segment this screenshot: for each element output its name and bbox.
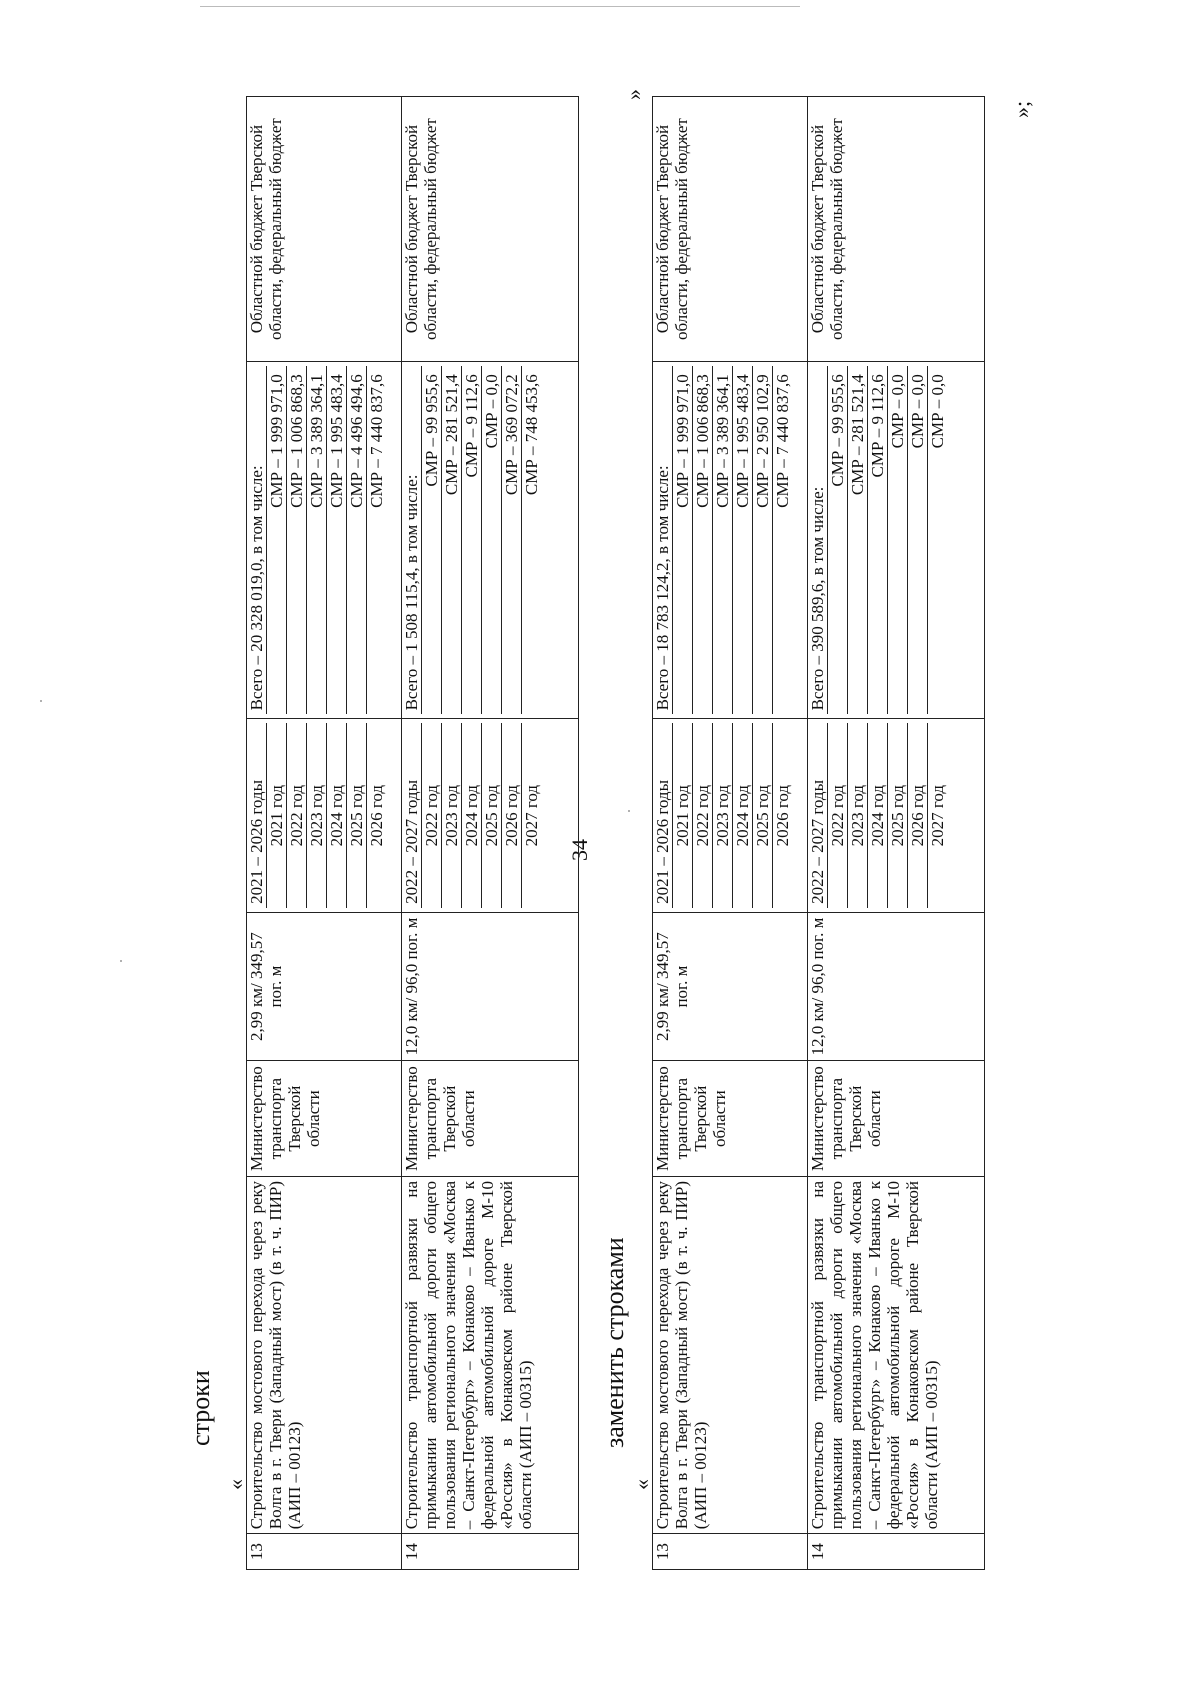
- year-total: 2022 – 2027 годы: [808, 723, 828, 907]
- amounts-cell: [402, 362, 579, 719]
- amount-total: Всего – 390 589,6, в том числе:: [808, 366, 828, 714]
- years-cell: [402, 719, 579, 912]
- scan-dot: [120, 960, 122, 962]
- year: 2025 год: [482, 723, 502, 907]
- table-row: [653, 97, 808, 1570]
- object-name: Строительство транспортной развязки на примыкании автомобильной дороги общего пользования регионального значения «Москва – Санкт-Петербург» – Конаково – Иванько к федеральной автомобильной дороге М-10 «Россия» в Конаковском районе Тверской области (АИП – 00315): [402, 1176, 579, 1533]
- amounts-cell: [247, 362, 402, 719]
- year: 2026 год: [367, 784, 386, 847]
- close-quote-old: »: [621, 89, 646, 100]
- year: 2026 год: [502, 723, 522, 907]
- amount: СМР – 4 496 494,6: [347, 366, 367, 714]
- years-cell: [808, 719, 985, 912]
- year-total: 2021 – 2026 годы: [653, 723, 673, 907]
- ministry: Министерство транспорта Тверской области: [402, 1061, 579, 1177]
- amount: СМР – 99 955,6: [828, 366, 848, 714]
- object-name: Строительство транспортной развязки на примыкании автомобильной дороги общего пользования регионального значения «Москва – Санкт-Петербург» – Конаково – Иванько к федеральной автомобильной дороге М-10 «Россия» в Конаковском районе Тверской области (АИП – 00315): [808, 1176, 985, 1533]
- year: 2024 год: [327, 723, 347, 907]
- amount: СМР – 1 006 868,3: [693, 366, 713, 714]
- amount: СМР – 99 955,6: [422, 366, 442, 714]
- amount: СМР – 1 995 483,4: [733, 366, 753, 714]
- amount: СМР – 9 112,6: [868, 366, 888, 714]
- year: 2024 год: [868, 723, 888, 907]
- year: 2027 год: [928, 784, 947, 847]
- year-total: 2022 – 2027 годы: [402, 723, 422, 907]
- year: 2022 год: [693, 723, 713, 907]
- table-row: [247, 97, 402, 1570]
- table-row: [402, 97, 579, 1570]
- amount: СМР – 2 950 102,9: [753, 366, 773, 714]
- year: 2026 год: [773, 784, 792, 847]
- section-label-new: заменить строками: [600, 1237, 629, 1448]
- year: 2025 год: [347, 723, 367, 907]
- amount: СМР – 0,0: [888, 366, 908, 714]
- amounts-cell: [808, 362, 985, 719]
- year: 2023 год: [848, 723, 868, 907]
- years-cell: [653, 719, 808, 912]
- amount: СМР – 9 112,6: [462, 366, 482, 714]
- year: 2021 год: [673, 723, 693, 907]
- close-quote-new: »;: [1009, 100, 1034, 118]
- amount: СМР – 281 521,4: [848, 366, 868, 714]
- year: 2022 год: [287, 723, 307, 907]
- amount: СМР – 1 995 483,4: [327, 366, 347, 714]
- amount: СМР – 7 440 837,6: [367, 374, 386, 508]
- amount: СМР – 1 006 868,3: [287, 366, 307, 714]
- year: 2027 год: [522, 784, 541, 847]
- funding-source: Областной бюджет Тверской области, федеральный бюджет: [653, 97, 808, 362]
- amount: СМР – 369 072,2: [502, 366, 522, 714]
- amount: СМР – 0,0: [908, 366, 928, 714]
- amount-total: Всего – 18 783 124,2, в том числе:: [653, 366, 673, 714]
- year: 2025 год: [753, 723, 773, 907]
- year: 2025 год: [888, 723, 908, 907]
- funding-source: Областной бюджет Тверской области, федеральный бюджет: [808, 97, 985, 362]
- year: 2023 год: [713, 723, 733, 907]
- length: 2,99 км/ 349,57 пог. м: [653, 912, 808, 1060]
- table-old: [246, 96, 579, 1570]
- years-cell: [247, 719, 402, 912]
- object-name: Строительство мостового перехода через реку Волга в г. Твери (Западный мост) (в т. ч. ПИР) (АИП – 00123): [653, 1176, 808, 1533]
- table-row: [808, 97, 985, 1570]
- funding-source: Областной бюджет Тверской области, федеральный бюджет: [247, 97, 402, 362]
- year: 2021 год: [267, 723, 287, 907]
- year: 2023 год: [307, 723, 327, 907]
- length: 12,0 км/ 96,0 пог. м: [808, 912, 985, 1060]
- ministry: Министерство транспорта Тверской области: [808, 1061, 985, 1177]
- scan-dot: [628, 810, 630, 812]
- amount-total: Всего – 20 328 019,0, в том числе:: [247, 366, 267, 714]
- object-name: Строительство мостового перехода через реку Волга в г. Твери (Западный мост) (в т. ч. ПИР) (АИП – 00123): [247, 1176, 402, 1533]
- year: 2024 год: [733, 723, 753, 907]
- row-number: 14: [808, 1534, 985, 1570]
- ministry: Министерство транспорта Тверской области: [653, 1061, 808, 1177]
- row-number: 14: [402, 1534, 579, 1570]
- amount: СМР – 0,0: [482, 366, 502, 714]
- year: 2022 год: [422, 723, 442, 907]
- amounts-cell: [653, 362, 808, 719]
- year-total: 2021 – 2026 годы: [247, 723, 267, 907]
- amount: СМР – 1 999 971,0: [267, 366, 287, 714]
- page-number: 34: [567, 839, 592, 861]
- table-new: [652, 96, 985, 1570]
- scan-dot: [40, 700, 42, 702]
- open-quote-new: «: [629, 1479, 654, 1490]
- year: 2024 год: [462, 723, 482, 907]
- section-label-old: строки: [186, 1370, 215, 1446]
- length: 2,99 км/ 349,57 пог. м: [247, 912, 402, 1060]
- table-new-rows: [652, 96, 985, 1570]
- amount: СМР – 3 389 364,1: [307, 366, 327, 714]
- amount: СМР – 7 440 837,6: [773, 374, 792, 508]
- funding-source: Областной бюджет Тверской области, федеральный бюджет: [402, 97, 579, 362]
- amount: СМР – 1 999 971,0: [673, 366, 693, 714]
- amount: СМР – 281 521,4: [442, 366, 462, 714]
- ministry: Министерство транспорта Тверской области: [247, 1061, 402, 1177]
- table-old-rows: [246, 96, 579, 1570]
- length: 12,0 км/ 96,0 пог. м: [402, 912, 579, 1060]
- year: 2022 год: [828, 723, 848, 907]
- amount-total: Всего – 1 508 115,4, в том числе:: [402, 366, 422, 714]
- open-quote-old: «: [223, 1479, 248, 1490]
- amount: СМР – 3 389 364,1: [713, 366, 733, 714]
- year: 2023 год: [442, 723, 462, 907]
- scan-line: [200, 6, 800, 7]
- year: 2026 год: [908, 723, 928, 907]
- amount: СМР – 0,0: [928, 374, 947, 449]
- amount: СМР – 748 453,6: [522, 374, 541, 496]
- row-number: 13: [247, 1534, 402, 1570]
- row-number: 13: [653, 1534, 808, 1570]
